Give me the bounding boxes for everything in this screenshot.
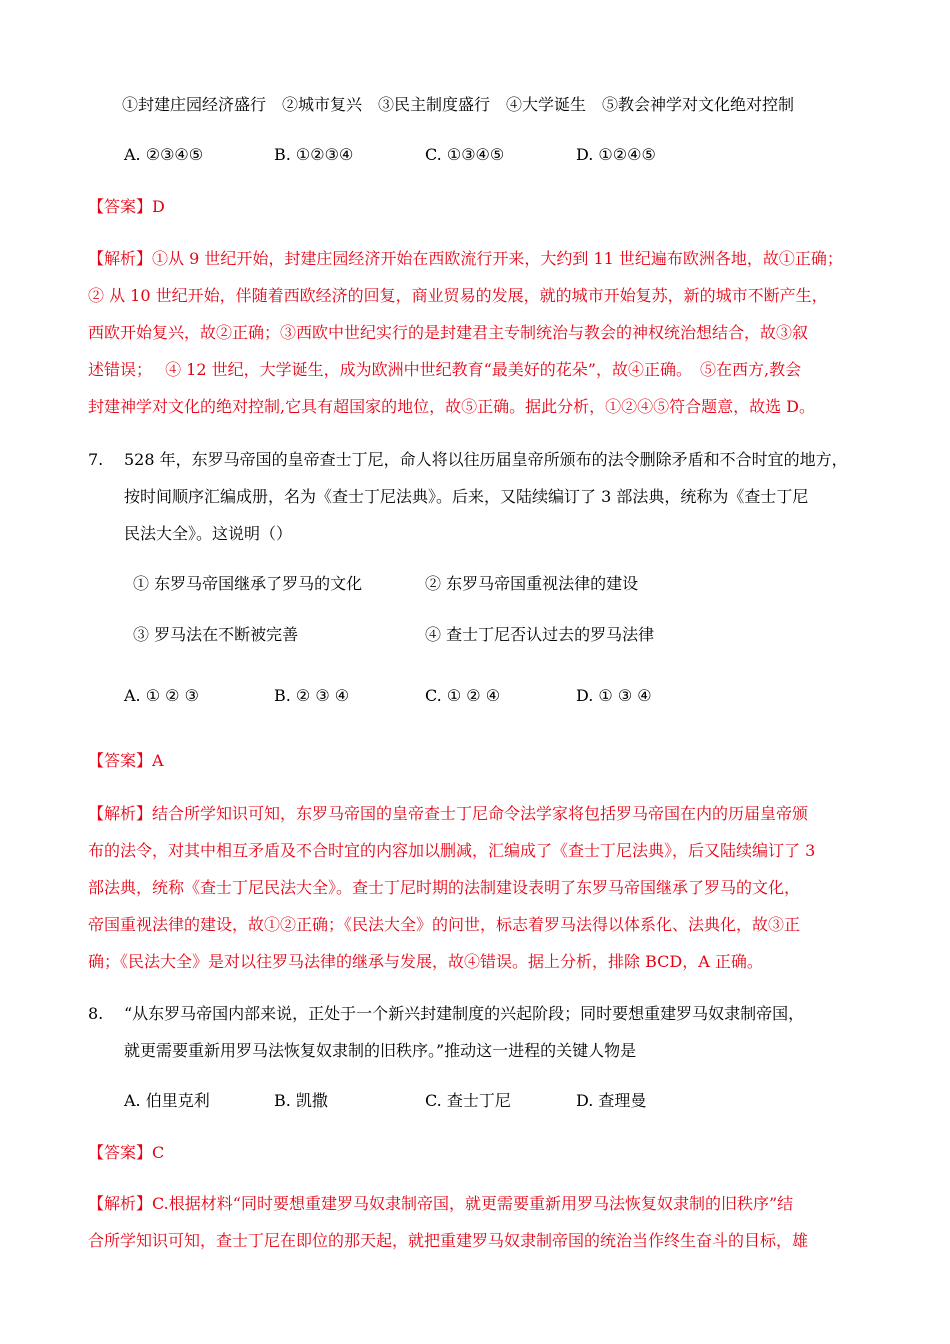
- q6-items-line: ①封建庄园经济盛行 ②城市复兴 ③民主制度盛行 ④大学诞生 ⑤教会神学对文化绝对控制: [122, 95, 795, 114]
- q7-analysis-line-2: 布的法令，对其中相互矛盾及不合时宜的内容加以删减，汇编成了《查士丁尼法典》，后又陆续编订了 3: [88, 841, 816, 860]
- q7-option-a: A. ① ② ③: [124, 686, 199, 705]
- q6-analysis-line-2: ② 从 10 世纪开始，伴随着西欧经济的回复，商业贸易的发展，就的城市开始复苏，新的城市不断产生，: [88, 286, 828, 305]
- q7-analysis-line-5: 确；《民法大全》是对以往罗马法律的继承与发展，故④错误。据上分析，排除 BCD，A 正确。: [88, 952, 763, 971]
- q7-analysis-line-1: 【解析】结合所学知识可知，东罗马帝国的皇帝查士丁尼命令法学家将包括罗马帝国在内的历届皇帝颁: [88, 804, 809, 823]
- q7-statement-3: ③ 罗马法在不断被完善: [133, 625, 299, 644]
- q6-analysis-line-5: 封建神学对文化的绝对控制,它具有超国家的地位，故⑤正确。据此分析，①②④⑤符合题意，故选 D。: [88, 397, 816, 416]
- q6-option-c: C. ①③④⑤: [425, 145, 505, 164]
- q6-analysis-line-1: 【解析】①从 9 世纪开始，封建庄园经济开始在西欧流行开来，大约到 11 世纪遍布欧洲各地，故①正确；: [88, 249, 843, 268]
- q8-analysis-line-2: 合所学知识可知，查士丁尼在即位的那天起，就把重建罗马奴隶制帝国的统治当作终生奋斗的目标，雄: [88, 1231, 809, 1250]
- q8-answer: 【答案】C: [88, 1143, 165, 1162]
- q7-option-b: B. ② ③ ④: [274, 686, 350, 705]
- q8-stem-line-1: “从东罗马帝国内部来说，正处于一个新兴封建制度的兴起阶段；同时要想重建罗马奴隶制帝国，: [124, 1004, 805, 1023]
- q7-option-d: D. ① ③ ④: [576, 686, 652, 705]
- q7-answer: 【答案】A: [88, 751, 164, 770]
- q8-option-d: D. 查理曼: [576, 1091, 647, 1110]
- q6-option-d: D. ①②④⑤: [576, 145, 656, 164]
- q8-analysis-line-1: 【解析】C.根据材料“同时要想重建罗马奴隶制帝国，就更需要重新用罗马法恢复奴隶制的旧秩序”结: [88, 1194, 794, 1213]
- q8-stem-line-2: 就更需要重新用罗马法恢复奴隶制的旧秩序。”推动这一进程的关键人物是: [124, 1041, 637, 1060]
- q8-number: 8.: [88, 1004, 104, 1023]
- q7-stem-line-3: 民法大全》。这说明（）: [124, 524, 293, 543]
- q7-number: 7.: [88, 450, 104, 469]
- q7-analysis-line-4: 帝国重视法律的建设，故①②正确；《民法大全》的问世，标志着罗马法得以体系化、法典化，故③正: [88, 915, 801, 934]
- q8-option-c: C. 查士丁尼: [425, 1091, 511, 1110]
- q6-option-b: B. ①②③④: [274, 145, 354, 164]
- q7-stem-line-2: 按时间顺序汇编成册，名为《查士丁尼法典》。后来，又陆续编订了 3 部法典，统称为《查士丁尼: [124, 487, 809, 506]
- q7-stem-line-1: 528 年，东罗马帝国的皇帝查士丁尼，命人将以往历届皇帝所颁布的法令删除矛盾和不合时宜的地方，: [124, 450, 848, 469]
- q7-analysis-line-3: 部法典，统称《查士丁尼民法大全》。查士丁尼时期的法制建设表明了东罗马帝国继承了罗马的文化，: [88, 878, 801, 897]
- q7-statement-1: ① 东罗马帝国继承了罗马的文化: [133, 574, 363, 593]
- q8-option-b: B. 凯撒: [274, 1091, 328, 1110]
- q6-answer: 【答案】D: [88, 197, 165, 216]
- q6-option-a: A. ②③④⑤: [124, 145, 204, 164]
- q7-statement-2: ② 东罗马帝国重视法律的建设: [425, 574, 639, 593]
- q6-analysis-line-3: 西欧开始复兴，故②正确；③西欧中世纪实行的是封建君主专制统治与教会的神权统治想结合，故③叙: [88, 323, 809, 342]
- q6-analysis-line-4: 述错误； ④ 12 世纪，大学诞生，成为欧洲中世纪教育“最美好的花朵”，故④正确。 ⑤在西方,教会: [88, 360, 802, 379]
- q7-option-c: C. ① ② ④: [425, 686, 501, 705]
- q8-option-a: A. 伯里克利: [124, 1091, 210, 1110]
- q7-statement-4: ④ 查士丁尼否认过去的罗马法律: [425, 625, 655, 644]
